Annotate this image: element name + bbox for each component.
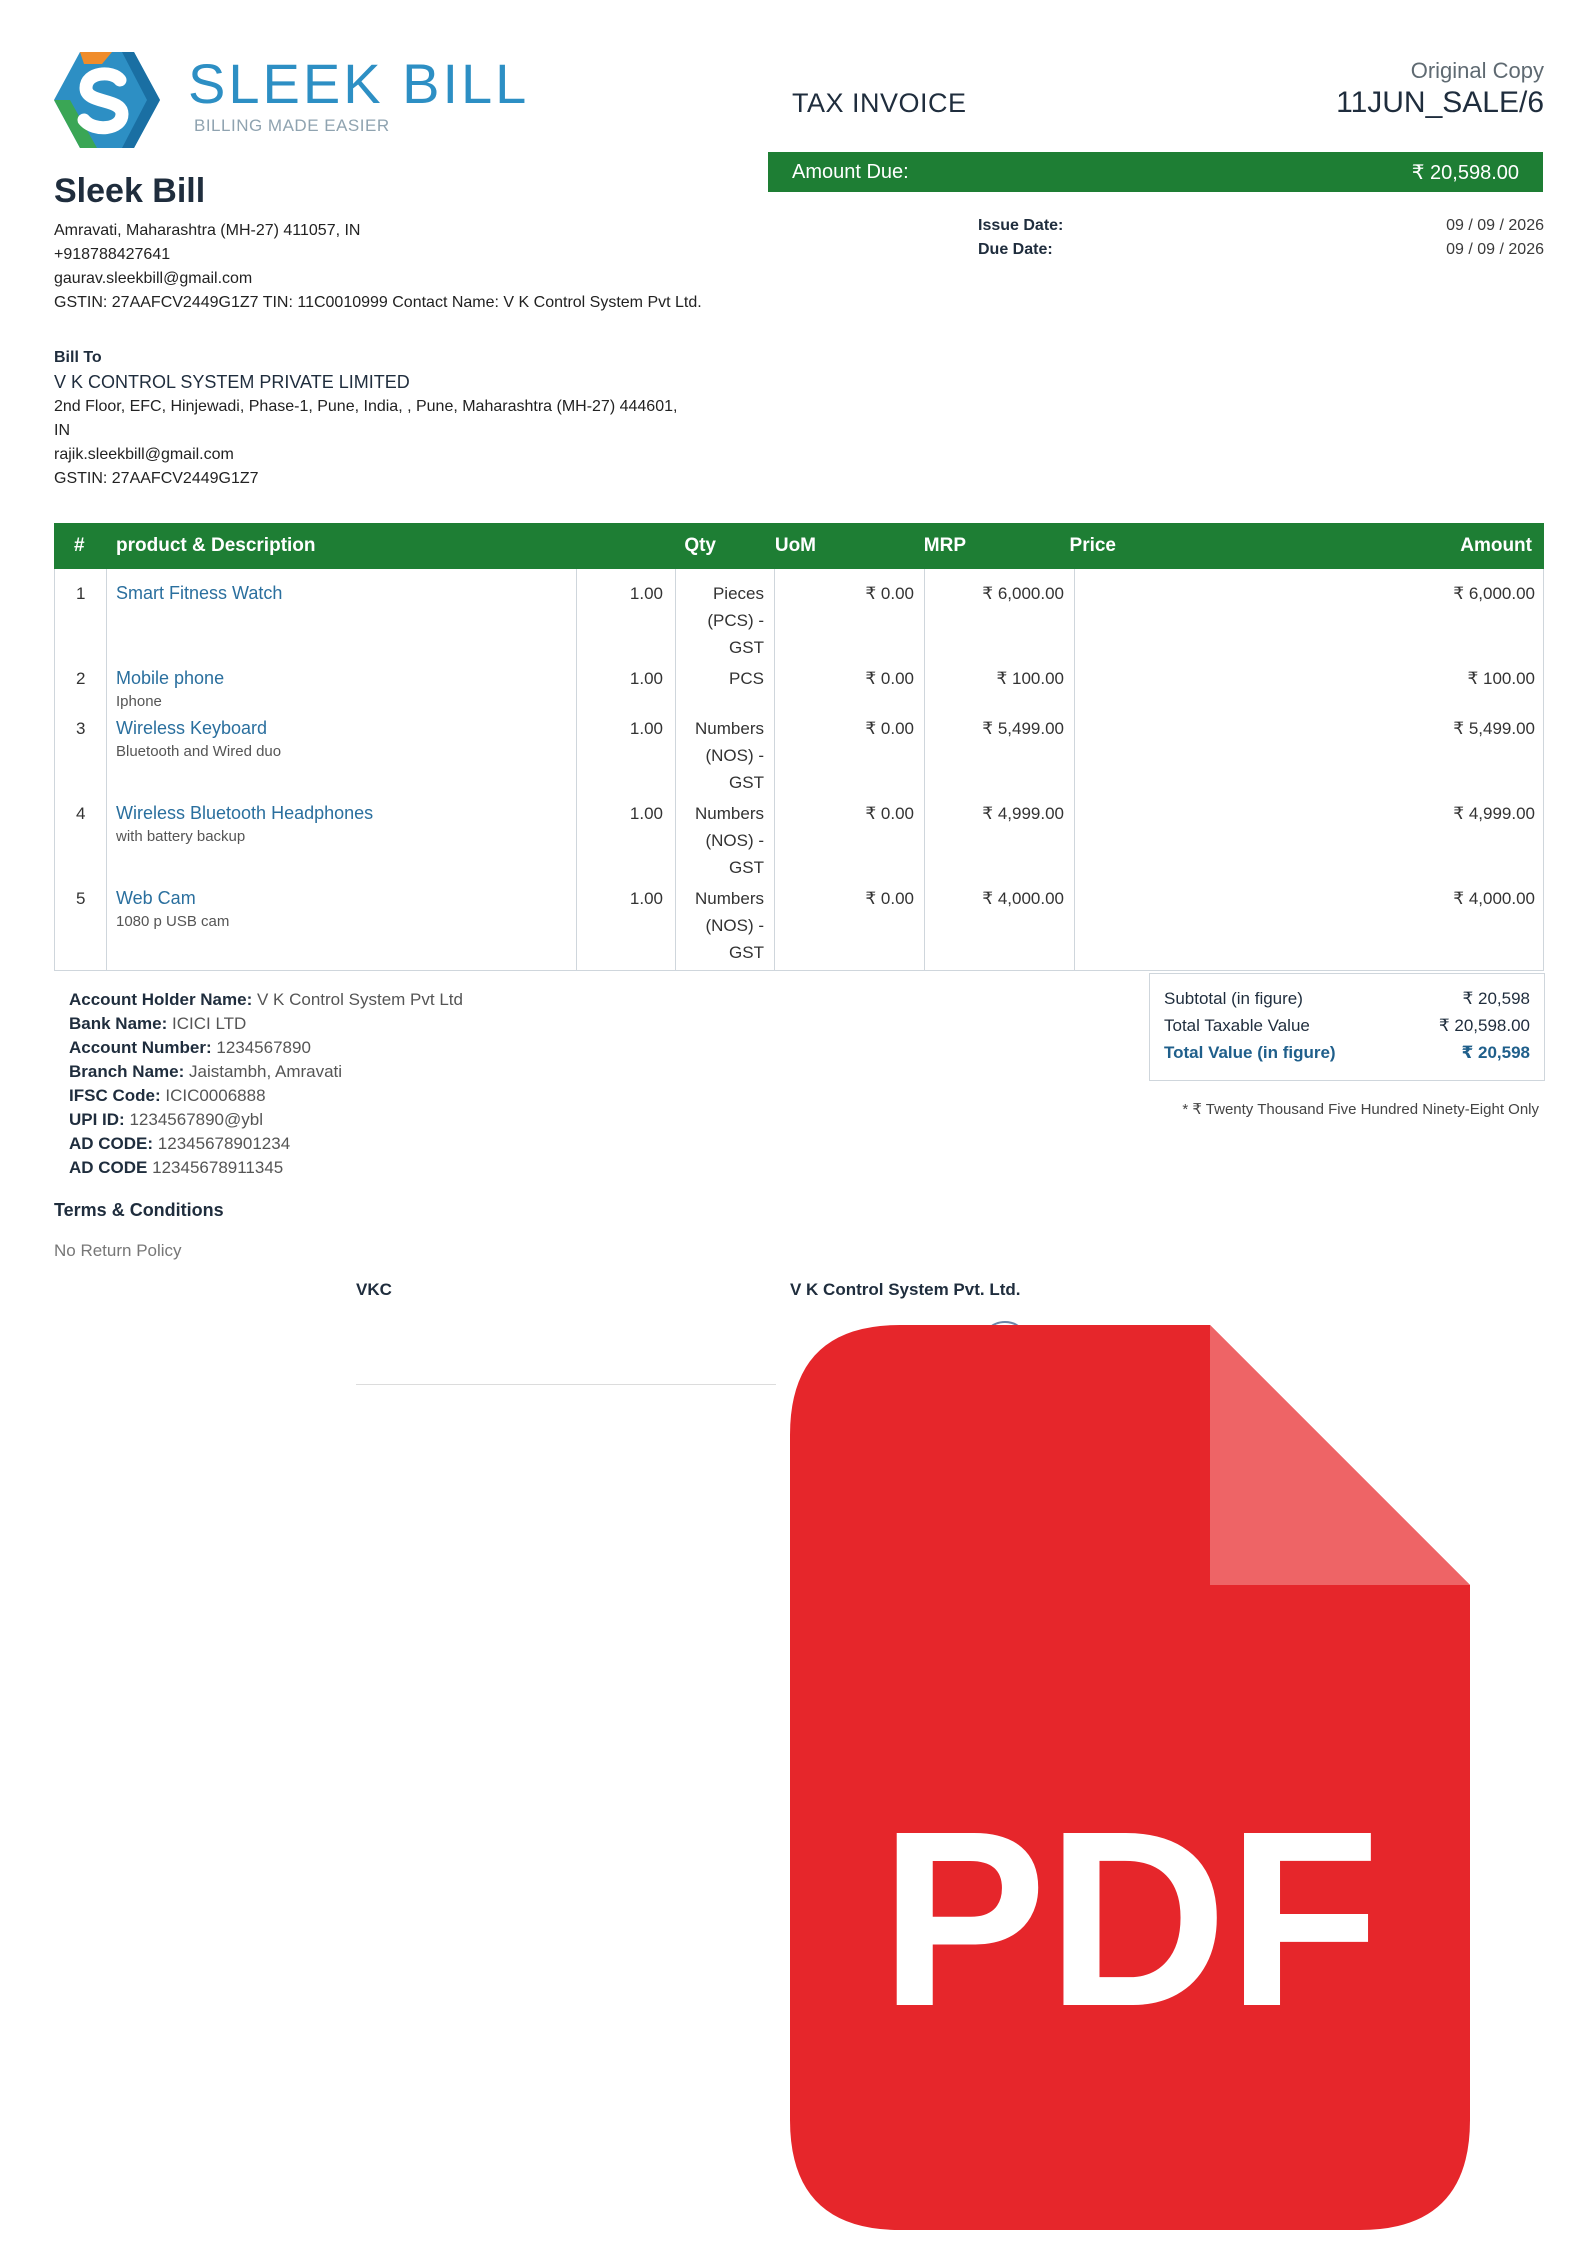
product-amount: ₹ 4,999.00 <box>1453 804 1535 823</box>
uom-line: (NOS) - <box>705 916 764 935</box>
amount-due-label: Amount Due: <box>792 160 909 183</box>
items-table <box>54 569 1544 971</box>
bank-detail-value: 1234567890@ybl <box>129 1110 264 1129</box>
uom-line: (NOS) - <box>705 831 764 850</box>
row-number: 2 <box>76 669 86 688</box>
bank-detail-label: AD CODE: <box>69 1134 154 1153</box>
product-price: ₹ 4,999.00 <box>982 804 1064 823</box>
bank-detail <box>69 1158 283 1178</box>
column-divider <box>106 569 107 970</box>
totals-box <box>1149 973 1545 1081</box>
product-name: Wireless Bluetooth Headphones <box>116 803 374 823</box>
col-amount: Amount <box>1460 535 1532 556</box>
amount-due-bar <box>768 152 1543 192</box>
bank-detail-label: Account Holder Name: <box>69 990 253 1009</box>
column-divider <box>774 569 775 970</box>
product-description: with battery backup <box>116 828 246 845</box>
bank-detail <box>69 1110 263 1130</box>
bank-detail-label: UPI ID: <box>69 1110 125 1129</box>
signature-right-label: V K Control System Pvt. Ltd. <box>790 1280 1021 1299</box>
bank-detail <box>69 1134 290 1154</box>
invoice-number: 11JUN_SALE/6 <box>1336 86 1544 119</box>
product-price: ₹ 4,000.00 <box>982 889 1064 908</box>
column-divider <box>1074 569 1075 970</box>
product-amount: ₹ 100.00 <box>1467 669 1535 688</box>
product-amount: ₹ 4,000.00 <box>1453 889 1535 908</box>
bank-detail-label: IFSC Code: <box>69 1086 161 1105</box>
product-qty: 1.00 <box>629 889 663 908</box>
product-amount: ₹ 5,499.00 <box>1453 719 1535 738</box>
product-price: ₹ 6,000.00 <box>982 584 1064 603</box>
bank-detail <box>69 1086 266 1106</box>
bill-to-gstin: GSTIN: 27AAFCV2449G1Z7 <box>54 470 259 487</box>
bank-detail-value: V K Control System Pvt Ltd <box>256 990 463 1009</box>
company-phone: +918788427641 <box>54 246 171 263</box>
bank-detail-value: 1234567890 <box>216 1038 311 1057</box>
uom-line: (NOS) - <box>705 746 764 765</box>
product-uom <box>695 800 764 881</box>
bank-detail-label: Bank Name: <box>69 1014 168 1033</box>
brand-tagline: BILLING MADE EASIER <box>194 116 390 135</box>
product-description: Bluetooth and Wired duo <box>116 743 282 760</box>
product-mrp: ₹ 0.00 <box>865 584 914 603</box>
row-number: 3 <box>76 719 86 738</box>
uom-line: GST <box>729 858 764 877</box>
product-uom <box>695 715 764 796</box>
row-number: 4 <box>76 804 86 823</box>
terms-heading: Terms & Conditions <box>54 1200 224 1220</box>
bank-detail <box>69 990 463 1010</box>
product-name: Wireless Keyboard <box>116 718 268 738</box>
subtotal-label: Subtotal (in figure) <box>1164 989 1303 1008</box>
product-name: Smart Fitness Watch <box>116 583 283 603</box>
uom-line: Numbers <box>695 804 764 823</box>
bank-detail-value: ICICI LTD <box>172 1014 247 1033</box>
product-mrp: ₹ 0.00 <box>865 889 914 908</box>
product-uom <box>695 885 764 966</box>
document-title: TAX INVOICE <box>792 88 967 118</box>
product-price: ₹ 5,499.00 <box>982 719 1064 738</box>
product-price: ₹ 100.00 <box>996 669 1064 688</box>
taxable-label: Total Taxable Value <box>1164 1016 1310 1035</box>
bank-detail <box>69 1038 311 1058</box>
product-qty: 1.00 <box>629 669 663 688</box>
product-mrp: ₹ 0.00 <box>865 804 914 823</box>
company-address: Amravati, Maharashtra (MH-27) 411057, IN <box>54 222 361 239</box>
amount-due-value: ₹ 20,598.00 <box>1411 161 1519 184</box>
bank-detail-label: Branch Name: <box>69 1062 185 1081</box>
company-email: gaurav.sleekbill@gmail.com <box>54 270 253 287</box>
total-label: Total Value (in figure) <box>1164 1043 1336 1062</box>
subtotal-row <box>1164 989 1530 1009</box>
uom-line: GST <box>729 773 764 792</box>
subtotal-value: ₹ 20,598 <box>1462 989 1530 1008</box>
signature-line <box>356 1384 776 1385</box>
bank-detail-label: AD CODE <box>69 1158 148 1177</box>
col-number: # <box>74 535 85 556</box>
product-name: Mobile phone <box>116 668 225 688</box>
product-uom <box>707 580 764 661</box>
pdf-label: PDF <box>880 1779 1380 2058</box>
signature-left-label: VKC <box>356 1280 392 1299</box>
product-qty: 1.00 <box>629 584 663 603</box>
bill-to-name: V K CONTROL SYSTEM PRIVATE LIMITED <box>54 372 410 392</box>
issue-date: 09 / 09 / 2026 <box>1446 217 1544 234</box>
column-divider <box>924 569 925 970</box>
bill-to-email: rajik.sleekbill@gmail.com <box>54 446 234 463</box>
bank-detail-value: 12345678901234 <box>157 1134 291 1153</box>
column-divider <box>675 569 676 970</box>
row-number: 1 <box>76 584 86 603</box>
uom-line: PCS <box>729 669 764 688</box>
bank-detail <box>69 1014 246 1034</box>
col-uom: UoM <box>774 535 816 556</box>
total-row <box>1164 1043 1530 1063</box>
product-mrp: ₹ 0.00 <box>865 669 914 688</box>
product-amount: ₹ 6,000.00 <box>1453 584 1535 603</box>
due-date: 09 / 09 / 2026 <box>1446 241 1544 258</box>
product-qty: 1.00 <box>629 719 663 738</box>
bank-detail-label: Account Number: <box>69 1038 212 1057</box>
col-product: product & Description <box>116 535 316 556</box>
issue-date-label: Issue Date: <box>978 217 1064 234</box>
sleek-bill-logo-icon <box>52 50 162 150</box>
row-number: 5 <box>76 889 86 908</box>
company-name: Sleek Bill <box>54 172 206 210</box>
terms-text: No Return Policy <box>54 1241 182 1260</box>
uom-line: Pieces <box>712 584 764 603</box>
product-uom <box>729 665 764 692</box>
brand-name: SLEEK BILL <box>188 52 530 115</box>
bill-to-address: 2nd Floor, EFC, Hinjewadi, Phase-1, Pune, India, , Pune, Maharashtra (MH-27) 444601, <box>54 398 678 415</box>
col-mrp: MRP <box>923 535 966 556</box>
bank-detail-value: Jaistambh, Amravati <box>189 1062 343 1081</box>
bill-to-country: IN <box>54 422 70 439</box>
amount-in-words: * ₹ Twenty Thousand Five Hundred Ninety-Eight Only <box>1182 1101 1539 1118</box>
uom-line: Numbers <box>695 889 764 908</box>
bill-to-label: Bill To <box>54 349 102 366</box>
uom-line: GST <box>729 943 764 962</box>
uom-line: GST <box>729 638 764 657</box>
copy-label: Original Copy <box>1410 58 1544 83</box>
due-date-label: Due Date: <box>978 241 1053 258</box>
product-name: Web Cam <box>116 888 196 908</box>
bank-detail-value: 12345678911345 <box>152 1158 284 1177</box>
uom-line: Numbers <box>695 719 764 738</box>
bank-detail <box>69 1062 342 1082</box>
uom-line: (PCS) - <box>707 611 764 630</box>
product-description: Iphone <box>116 693 162 710</box>
product-description: 1080 p USB cam <box>116 913 230 930</box>
col-price: Price <box>1069 535 1116 556</box>
bank-detail-value: ICIC0006888 <box>165 1086 266 1105</box>
pdf-file-icon[interactable] <box>790 1325 1470 2230</box>
column-divider <box>576 569 577 970</box>
col-qty: Qty <box>684 535 716 556</box>
taxable-value: ₹ 20,598.00 <box>1438 1016 1530 1035</box>
taxable-row <box>1164 1016 1530 1036</box>
company-tax-line: GSTIN: 27AAFCV2449G1Z7 TIN: 11C0010999 Contact Name: V K Control System Pvt Ltd. <box>54 294 702 311</box>
items-table-header <box>54 523 1544 569</box>
total-value: ₹ 20,598 <box>1461 1043 1530 1062</box>
product-qty: 1.00 <box>629 804 663 823</box>
product-mrp: ₹ 0.00 <box>865 719 914 738</box>
